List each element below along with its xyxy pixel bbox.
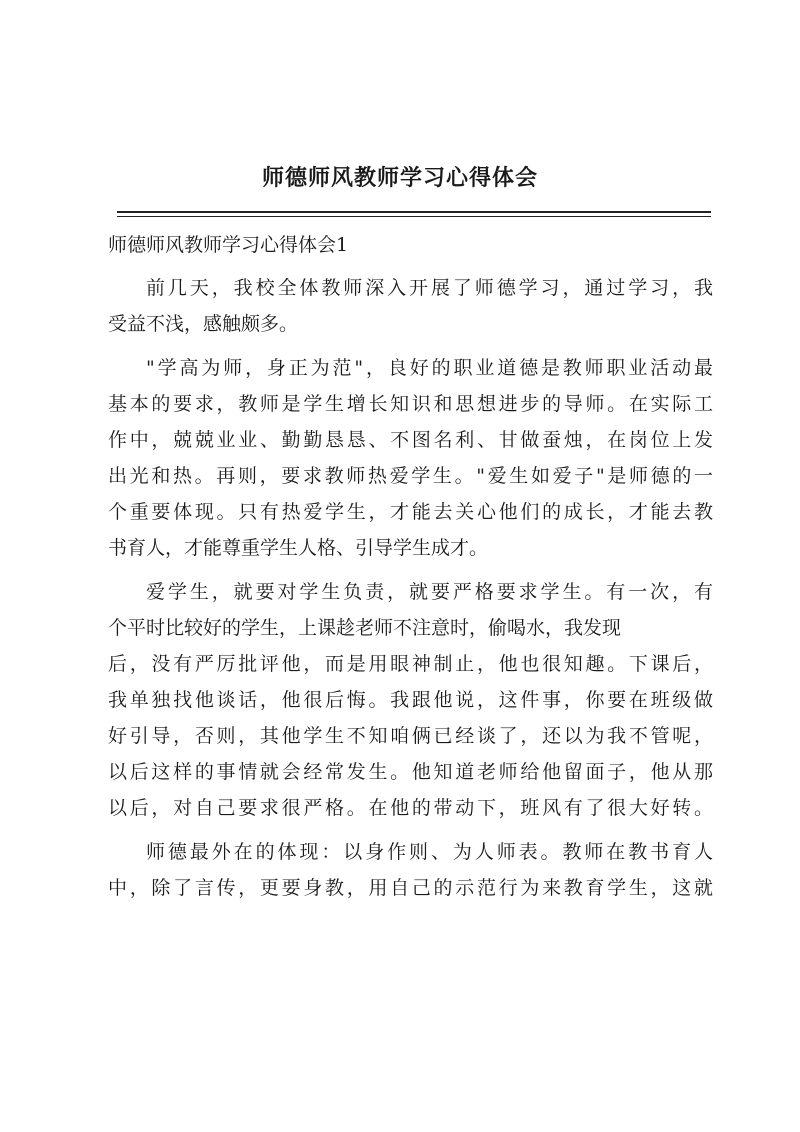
text-line: 爱学生，就要对学生负责，就要严格要求学生。有一次，有 (146, 581, 713, 603)
text-line: "学高为师，身正为范"，良好的职业道德是教师职业活动最 (146, 357, 713, 379)
section-subheading: 师德师风教师学习心得体会1 (108, 234, 349, 256)
text-line: 以后，对自己要求很严格。在他的带动下，班风有了很大好转。 (108, 797, 713, 819)
text-line: 出光和热。再则，要求教师热爱学生。"爱生如爱子"是师德的一 (108, 465, 713, 487)
paragraph (108, 350, 713, 566)
paragraph (108, 270, 713, 342)
document-body (108, 270, 713, 914)
text-line: 好引导，否则，其他学生不知咱俩已经谈了，还以为我不管呢， (108, 725, 713, 747)
text-line: 师德最外在的体现：以身作则、为人师表。教师在教书育人 (146, 841, 713, 863)
text-line: 以后这样的事情就会经常发生。他知道老师给他留面子，他从那 (108, 761, 713, 783)
text-line: 中，除了言传，更要身教，用自己的示范行为来教育学生，这就 (108, 877, 713, 899)
document-title: 师德师风教师学习心得体会 (261, 165, 538, 191)
paragraph (108, 574, 713, 826)
text-line: 基本的要求，教师是学生增长知识和思想进步的导师。在实际工 (108, 393, 713, 415)
text-line: 个平时比较好的学生，上课趁老师不注意时，偷喝水，我发现 (108, 617, 622, 639)
text-line: 受益不浅，感触颇多。 (108, 313, 299, 335)
text-line: 作中，兢兢业业、勤勤恳恳、不图名利、甘做蚕烛，在岗位上发 (108, 429, 713, 451)
paragraph (108, 834, 713, 906)
title-divider-thin (117, 216, 711, 217)
text-line: 后，没有严厉批评他，而是用眼神制止，他也很知趣。下课后， (108, 653, 713, 675)
text-line: 书育人，才能尊重学生人格、引导学生成才。 (108, 537, 489, 559)
text-line: 我单独找他谈话，他很后悔。我跟他说，这件事，你要在班级做 (108, 689, 713, 711)
title-divider-thick (117, 211, 711, 213)
text-line: 个重要体现。只有热爱学生，才能去关心他们的成长，才能去教 (108, 501, 713, 523)
text-line: 前几天，我校全体教师深入开展了师德学习，通过学习，我 (146, 277, 713, 299)
